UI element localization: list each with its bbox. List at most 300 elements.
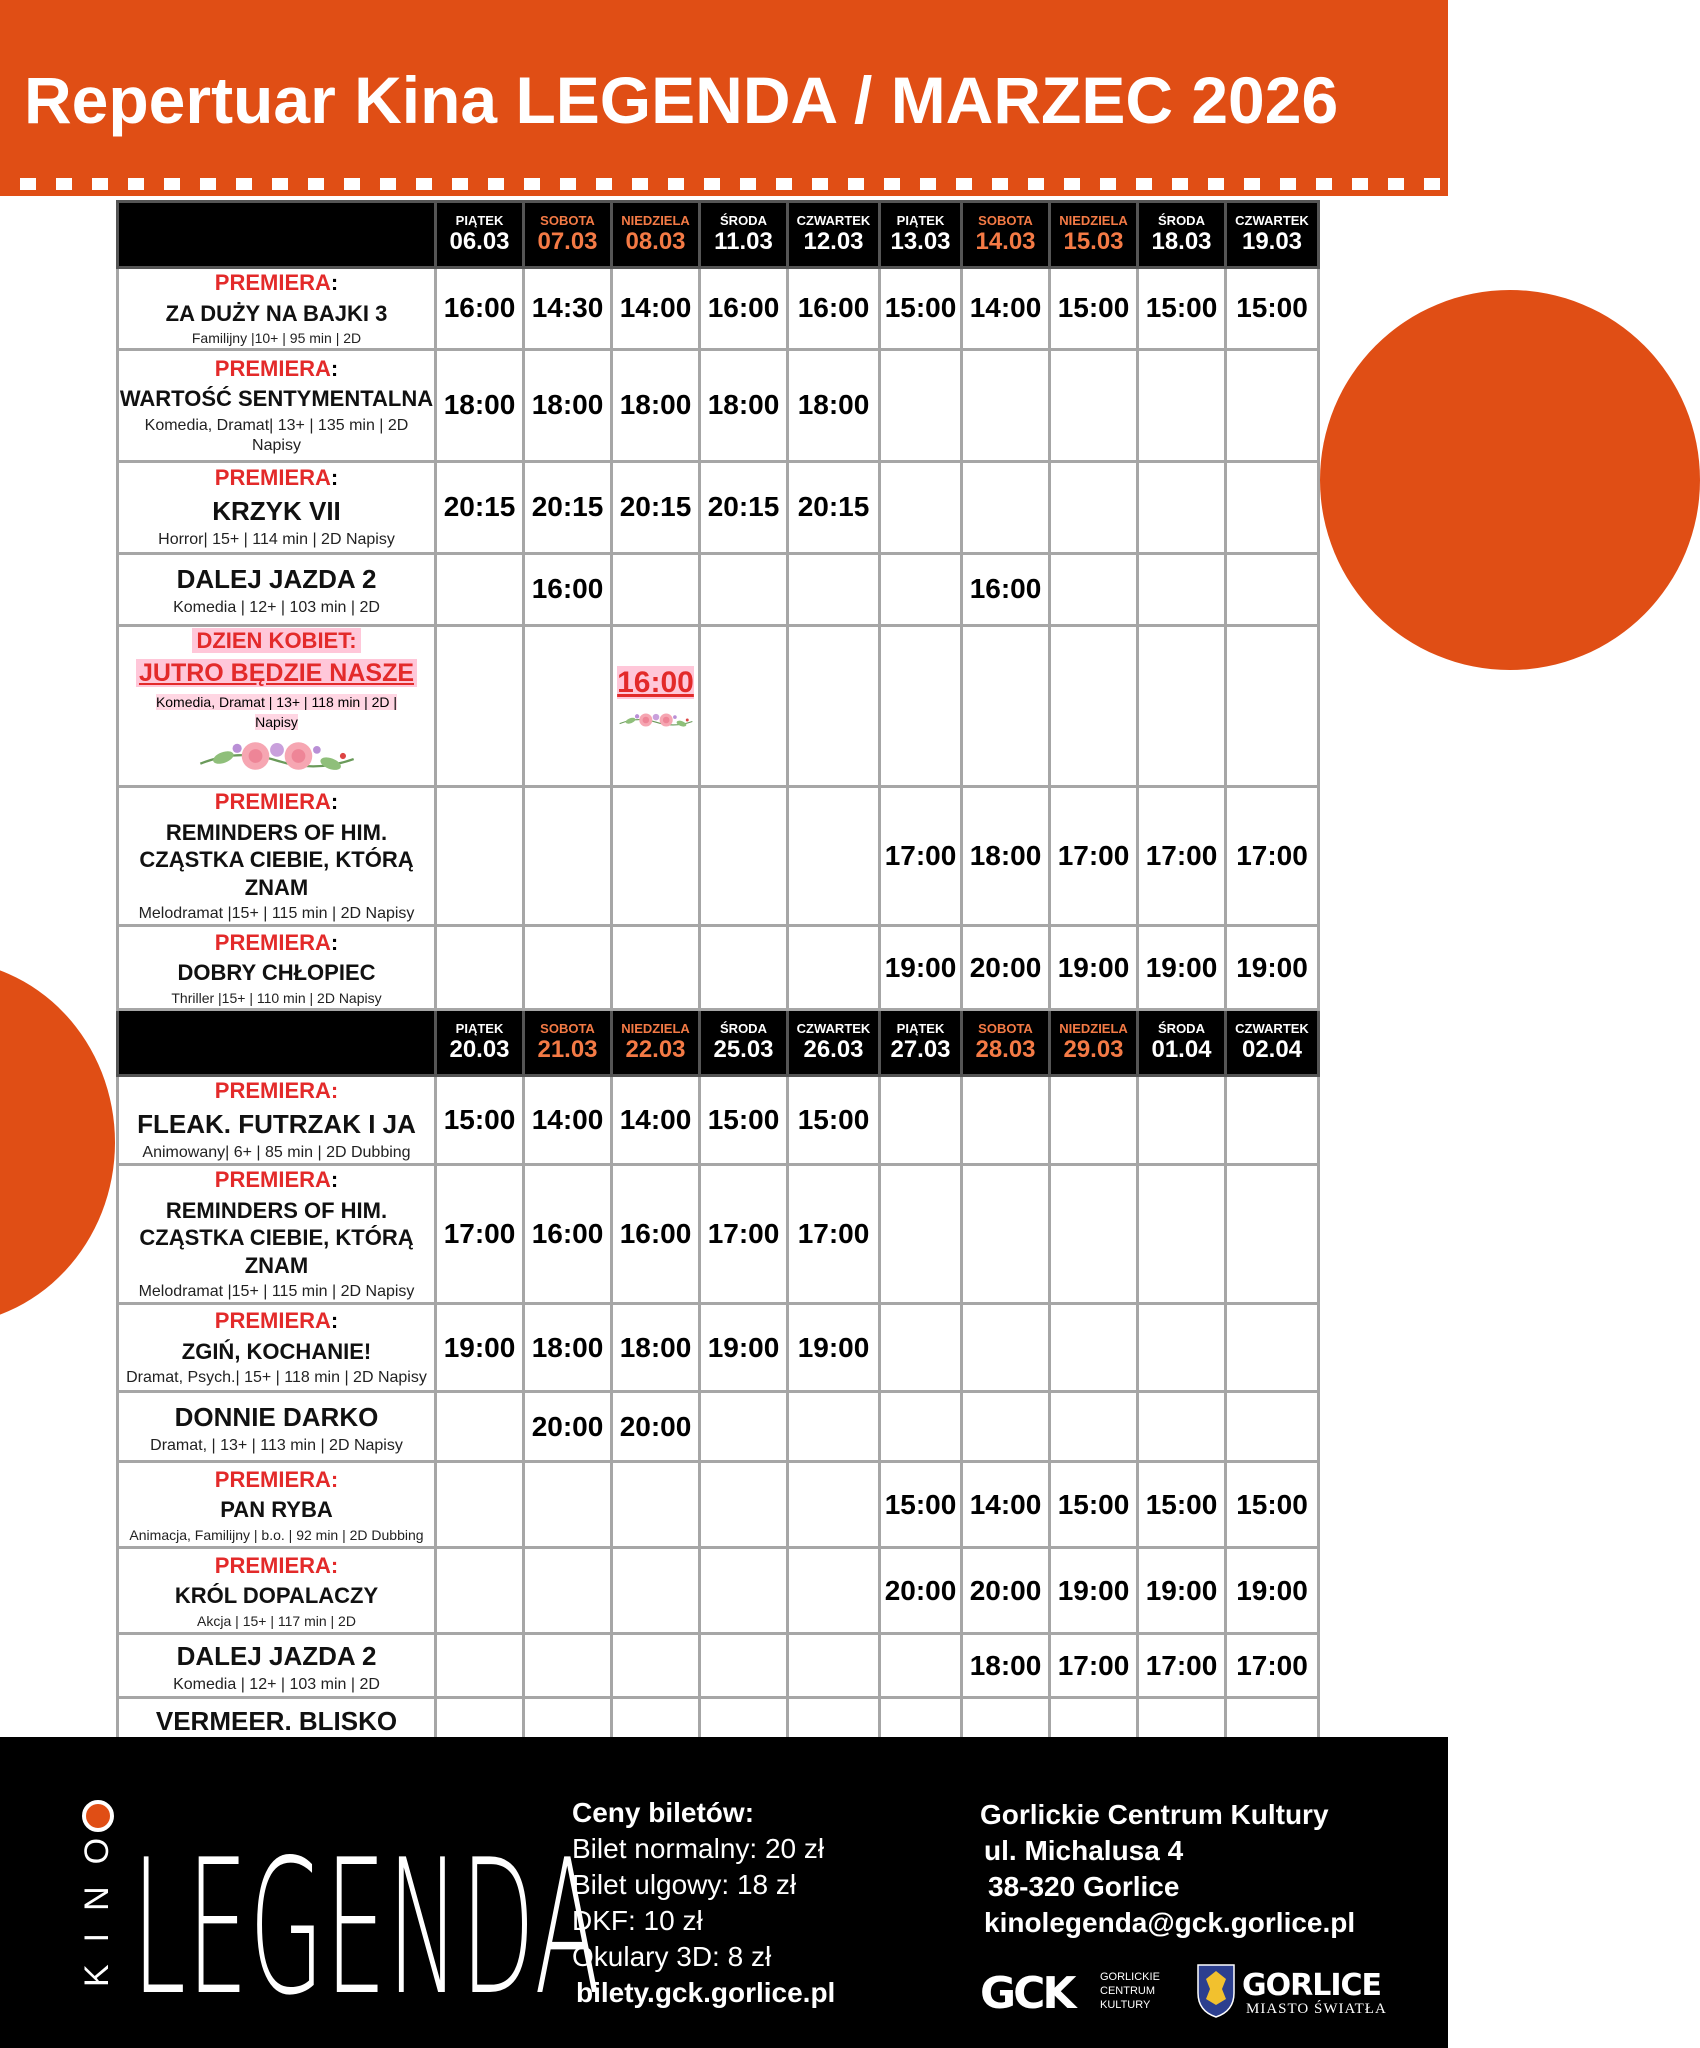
footer bbox=[0, 1737, 1448, 2048]
showtime-cell bbox=[524, 349, 612, 461]
showtime: 15:00 bbox=[443, 1104, 516, 1136]
showtime-cell bbox=[1226, 1165, 1319, 1304]
showtime-cell bbox=[1226, 1634, 1319, 1698]
day-name: ŚRODA bbox=[1158, 1021, 1205, 1037]
showtime-cell bbox=[788, 1165, 880, 1304]
showtime: 19:00 bbox=[1236, 1574, 1308, 1606]
prices-heading: Ceny biletów: bbox=[572, 1797, 755, 1828]
showtime: 14:00 bbox=[969, 1488, 1042, 1520]
premiere-label bbox=[119, 1077, 434, 1105]
day-header-cell bbox=[1138, 1010, 1226, 1076]
film-meta: Animacja, Familijny | b.o. | 92 min | 2D Dubbing bbox=[129, 1526, 424, 1543]
showtime-cell bbox=[524, 1076, 612, 1165]
showtime-cell bbox=[612, 1304, 700, 1392]
showtime: 20:00 bbox=[531, 1410, 604, 1442]
film-meta: Komedia, Dramat | 13+ | 118 min | 2D | Napisy bbox=[155, 694, 398, 731]
showtime-cell bbox=[880, 461, 962, 553]
film-meta: Komedia | 12+ | 103 min | 2D bbox=[173, 599, 380, 617]
showtime-cell bbox=[880, 787, 962, 926]
showtime-cell bbox=[962, 625, 1050, 787]
day-name: SOBOTA bbox=[978, 213, 1033, 228]
showtime-cell bbox=[436, 926, 524, 1010]
film-row bbox=[118, 553, 1319, 625]
tickets-website-link[interactable]: bilety.gck.gorlice.pl bbox=[576, 1977, 836, 2008]
showtime-cell bbox=[436, 349, 524, 461]
day-date: 25.03 bbox=[713, 1036, 774, 1064]
showtime-cell bbox=[880, 1548, 962, 1634]
showtime-cell bbox=[1138, 553, 1226, 625]
showtime-cell bbox=[1226, 1076, 1319, 1165]
day-name: ŚRODA bbox=[1158, 213, 1205, 228]
film-title: DALEJ JAZDA 2 bbox=[176, 1640, 377, 1671]
showtime: 17:00 bbox=[1236, 840, 1308, 872]
day-header-row bbox=[118, 202, 1319, 268]
day-name: NIEDZIELA bbox=[1059, 1021, 1128, 1037]
day-name: CZWARTEK bbox=[1235, 213, 1309, 228]
film-title: ZGIŃ, KOCHANIE! bbox=[181, 1338, 372, 1364]
showtime-cell bbox=[524, 1462, 612, 1548]
showtime-cell bbox=[788, 1634, 880, 1698]
film-info-cell bbox=[118, 268, 436, 350]
premiere-label bbox=[119, 355, 434, 383]
showtime-cell bbox=[1050, 1462, 1138, 1548]
showtime: 17:00 bbox=[1145, 1649, 1218, 1681]
showtime-cell bbox=[962, 1634, 1050, 1698]
showtime: 17:00 bbox=[884, 840, 957, 872]
showtime-cell bbox=[524, 1392, 612, 1462]
showtime-cell bbox=[788, 926, 880, 1010]
showtime-cell bbox=[524, 926, 612, 1010]
gck-logo-text: GCK bbox=[980, 1968, 1074, 2019]
premiere-label bbox=[119, 1466, 434, 1494]
film-info-cell bbox=[118, 349, 436, 461]
day-header-cell bbox=[880, 202, 962, 268]
showtime-cell bbox=[880, 553, 962, 625]
film-row bbox=[118, 461, 1319, 553]
showtime: 15:00 bbox=[1057, 292, 1130, 324]
film-info-cell bbox=[118, 1392, 436, 1462]
flower-bouquet-icon bbox=[616, 700, 696, 740]
showtime-cell bbox=[436, 461, 524, 553]
header-blank-cell bbox=[118, 1010, 436, 1076]
showtime-cell bbox=[1050, 1076, 1138, 1165]
showtime: 15:00 bbox=[1236, 292, 1308, 324]
logo-legenda-text: LEGENDA bbox=[132, 1818, 602, 2036]
day-date: 01.04 bbox=[1151, 1036, 1212, 1064]
showtime-cell bbox=[612, 1076, 700, 1165]
showtime-cell bbox=[1226, 1304, 1319, 1392]
premiere-colon: : bbox=[330, 1167, 339, 1193]
showtime-cell bbox=[1138, 1462, 1226, 1548]
showtime-cell bbox=[436, 1462, 524, 1548]
showtime: 19:00 bbox=[1145, 951, 1218, 983]
showtime: 20:00 bbox=[969, 951, 1042, 983]
showtime: 18:00 bbox=[619, 1331, 692, 1363]
showtime-cell bbox=[612, 1165, 700, 1304]
gck-logo bbox=[980, 1960, 1180, 2020]
showtime-cell bbox=[524, 1634, 612, 1698]
premiere-label bbox=[119, 269, 434, 297]
day-header-cell bbox=[612, 1010, 700, 1076]
showtime-cell bbox=[1050, 1304, 1138, 1392]
showtime: 18:00 bbox=[969, 840, 1042, 872]
day-name: ŚRODA bbox=[720, 213, 767, 228]
showtime-cell bbox=[880, 926, 962, 1010]
legenda-logo bbox=[70, 1792, 602, 2036]
flower-bouquet-icon bbox=[172, 733, 382, 779]
showtime-cell bbox=[1226, 461, 1319, 553]
showtime: 20:00 bbox=[969, 1574, 1042, 1606]
showtime-cell bbox=[1226, 349, 1319, 461]
film-title: KRÓL DOPALACZY bbox=[174, 1583, 379, 1608]
showtime-cell bbox=[436, 1634, 524, 1698]
showtime: 15:00 bbox=[884, 1488, 957, 1520]
day-date: 18.03 bbox=[1151, 228, 1212, 255]
price-dkf: DKF: 10 zł bbox=[572, 1905, 703, 1936]
showtime-cell bbox=[1138, 268, 1226, 350]
day-name: NIEDZIELA bbox=[1059, 213, 1128, 228]
gorlice-logo-subtitle: MIASTO ŚWIATŁA bbox=[1246, 2001, 1387, 2017]
showtime-cell bbox=[880, 1392, 962, 1462]
showtime-cell bbox=[700, 625, 788, 787]
day-header-cell bbox=[612, 202, 700, 268]
showtime-cell bbox=[788, 787, 880, 926]
showtime-cell bbox=[612, 1462, 700, 1548]
showtime-cell bbox=[1050, 1548, 1138, 1634]
showtime-cell bbox=[700, 268, 788, 350]
price-3d-glasses: Okulary 3D: 8 zł bbox=[572, 1941, 772, 1972]
showtime-cell bbox=[1138, 1634, 1226, 1698]
day-name: NIEDZIELA bbox=[621, 1021, 690, 1037]
film-title: ZA DUŻY NA BAJKI 3 bbox=[165, 300, 388, 326]
premiere-text: PREMIERA bbox=[214, 789, 331, 815]
showtime-cell bbox=[700, 1076, 788, 1165]
showtime-cell bbox=[524, 553, 612, 625]
film-strip-base bbox=[0, 190, 1448, 196]
showtime-cell bbox=[436, 1304, 524, 1392]
day-date: 19.03 bbox=[1241, 228, 1303, 255]
film-title: FLEAK. FUTRZAK I JA bbox=[137, 1108, 416, 1139]
showtime: 15:00 bbox=[1145, 292, 1218, 324]
film-info-cell bbox=[118, 553, 436, 625]
showtime: 18:00 bbox=[531, 1331, 604, 1363]
premiere-text: PREMIERA bbox=[214, 1167, 331, 1193]
showtime-cell bbox=[962, 1076, 1050, 1165]
showtime-cell bbox=[700, 1548, 788, 1634]
showtime-cell bbox=[1050, 461, 1138, 553]
gck-subtitle-3: KULTURY bbox=[1100, 1999, 1151, 2011]
showtime-cell bbox=[524, 461, 612, 553]
showtime-cell bbox=[436, 1165, 524, 1304]
showtime-cell bbox=[788, 625, 880, 787]
day-name: SOBOTA bbox=[540, 1021, 595, 1037]
showtime-cell bbox=[962, 787, 1050, 926]
film-title: REMINDERS OF HIM. CZĄSTKA CIEBIE, KTÓRĄ ZNAM bbox=[139, 819, 414, 900]
film-title: KRZYK VII bbox=[212, 495, 341, 526]
day-header-cell bbox=[1138, 202, 1226, 268]
film-row bbox=[118, 625, 1319, 787]
day-header-cell bbox=[880, 1010, 962, 1076]
showtime: 14:00 bbox=[619, 292, 692, 324]
day-header-cell bbox=[700, 202, 788, 268]
showtime: 15:00 bbox=[884, 292, 957, 324]
showtime: 20:15 bbox=[531, 491, 604, 522]
showtime-cell bbox=[436, 787, 524, 926]
gck-subtitle-2: CENTRUM bbox=[1100, 1985, 1155, 1997]
day-date: 20.03 bbox=[449, 1036, 510, 1064]
day-header-cell bbox=[436, 1010, 524, 1076]
showtime: 17:00 bbox=[1145, 840, 1218, 872]
showtime-cell bbox=[1138, 787, 1226, 926]
showtime: 15:00 bbox=[1057, 1488, 1130, 1520]
showtime-cell bbox=[700, 1165, 788, 1304]
contact-email-link[interactable]: kinolegenda@gck.gorlice.pl bbox=[984, 1907, 1356, 1938]
showtime-cell bbox=[612, 787, 700, 926]
showtime: 14:00 bbox=[969, 292, 1042, 324]
showtime-cell bbox=[962, 1392, 1050, 1462]
showtime-cell bbox=[612, 553, 700, 625]
showtime: 18:00 bbox=[619, 389, 692, 420]
showtime-cell bbox=[612, 926, 700, 1010]
showtime-cell bbox=[1138, 1076, 1226, 1165]
premiere-label bbox=[119, 929, 434, 957]
day-name: CZWARTEK bbox=[1235, 1021, 1309, 1037]
day-header-cell bbox=[436, 202, 524, 268]
showtime-cell bbox=[1138, 349, 1226, 461]
showtime: 20:00 bbox=[884, 1574, 957, 1606]
day-header-cell bbox=[1226, 1010, 1319, 1076]
day-name: PIĄTEK bbox=[896, 213, 945, 228]
showtime: 20:15 bbox=[797, 491, 870, 522]
film-row bbox=[118, 268, 1319, 350]
day-name: PIĄTEK bbox=[455, 1021, 504, 1037]
premiere-text: PREMIERA bbox=[214, 465, 331, 490]
day-date: 21.03 bbox=[537, 1036, 598, 1064]
day-date: 14.03 bbox=[975, 228, 1036, 255]
day-name: CZWARTEK bbox=[796, 213, 871, 228]
decorative-circle-right bbox=[1320, 290, 1700, 670]
showtime-cell bbox=[788, 1304, 880, 1392]
day-name: PIĄTEK bbox=[455, 213, 504, 228]
film-info-cell bbox=[118, 1462, 436, 1548]
showtime: 18:00 bbox=[443, 389, 516, 420]
showtime-cell bbox=[1050, 553, 1138, 625]
showtime-cell bbox=[700, 926, 788, 1010]
showtime-cell bbox=[962, 926, 1050, 1010]
day-date: 22.03 bbox=[625, 1036, 686, 1064]
day-name: SOBOTA bbox=[540, 213, 595, 228]
premiere-colon: : bbox=[330, 789, 339, 815]
showtime-cell bbox=[880, 1634, 962, 1698]
special-event-label: DZIEN KOBIET: bbox=[192, 628, 360, 653]
price-reduced: Bilet ulgowy: 18 zł bbox=[572, 1869, 797, 1900]
film-meta: Melodramat |15+ | 115 min | 2D Napisy bbox=[138, 905, 415, 923]
film-row bbox=[118, 1634, 1319, 1698]
film-meta: Dramat, Psych.| 15+ | 118 min | 2D Napisy bbox=[126, 1369, 427, 1387]
film-meta: Komedia | 12+ | 103 min | 2D bbox=[173, 1676, 380, 1693]
showtime: 19:00 bbox=[797, 1331, 870, 1363]
film-title: WARTOŚĆ SENTYMENTALNA bbox=[119, 386, 434, 411]
premiere-colon: : bbox=[330, 270, 339, 295]
day-date: 12.03 bbox=[803, 228, 864, 255]
label-line bbox=[119, 627, 434, 655]
showtime: 20:15 bbox=[619, 491, 692, 522]
film-row bbox=[118, 1076, 1319, 1165]
schedule-wrapper bbox=[116, 200, 1320, 1738]
premiere-text: PREMIERA: bbox=[214, 1078, 339, 1104]
showtime-cell bbox=[700, 1634, 788, 1698]
showtime: 16:00 bbox=[619, 1218, 692, 1250]
showtime: 16:00 bbox=[531, 573, 604, 604]
day-date: 27.03 bbox=[890, 1036, 951, 1064]
price-normal: Bilet normalny: 20 zł bbox=[572, 1833, 825, 1864]
showtime-cell bbox=[524, 268, 612, 350]
showtime-cell bbox=[788, 1548, 880, 1634]
day-header-cell bbox=[524, 1010, 612, 1076]
showtime: 19:00 bbox=[1236, 951, 1308, 983]
meta-line bbox=[119, 693, 434, 733]
showtime: 19:00 bbox=[707, 1331, 780, 1363]
showtime: 15:00 bbox=[797, 1104, 870, 1136]
showtime-cell bbox=[962, 1548, 1050, 1634]
showtime-cell bbox=[612, 349, 700, 461]
film-row bbox=[118, 787, 1319, 926]
premiere-text: PREMIERA bbox=[214, 270, 331, 295]
showtime-cell bbox=[880, 1462, 962, 1548]
film-info-cell bbox=[118, 1304, 436, 1392]
day-date: 08.03 bbox=[625, 228, 686, 255]
day-name: SOBOTA bbox=[978, 1021, 1033, 1037]
showtime-cell bbox=[880, 625, 962, 787]
showtime-cell bbox=[436, 625, 524, 787]
showtime: 14:00 bbox=[619, 1104, 692, 1136]
premiere-label bbox=[119, 1166, 434, 1194]
day-name: ŚRODA bbox=[720, 1021, 767, 1037]
showtime-cell bbox=[1138, 926, 1226, 1010]
film-meta: Animowany| 6+ | 85 min | 2D Dubbing bbox=[142, 1144, 411, 1162]
film-row bbox=[118, 349, 1319, 461]
showtime-cell bbox=[700, 349, 788, 461]
logo-kino-text: KINO bbox=[78, 1815, 116, 1987]
showtime: 17:00 bbox=[797, 1218, 870, 1250]
day-date: 02.04 bbox=[1241, 1036, 1303, 1064]
showtime-cell bbox=[524, 787, 612, 926]
showtime-cell bbox=[962, 349, 1050, 461]
premiere-colon: : bbox=[330, 1308, 339, 1334]
showtime: 17:00 bbox=[1057, 840, 1130, 872]
showtime-cell bbox=[436, 268, 524, 350]
showtime-cell bbox=[880, 349, 962, 461]
film-title: JUTRO BĘDZIE NASZE bbox=[136, 659, 417, 687]
showtime: 19:00 bbox=[1057, 1574, 1130, 1606]
film-row bbox=[118, 1462, 1319, 1548]
film-meta: Komedia, Dramat| 13+ | 135 min | 2D Napisy bbox=[144, 416, 409, 454]
showtime: 18:00 bbox=[797, 389, 870, 420]
showtime-cell bbox=[612, 1392, 700, 1462]
showtime-cell bbox=[612, 625, 700, 787]
showtime-cell bbox=[1050, 625, 1138, 787]
showtime-cell bbox=[1050, 787, 1138, 926]
showtime: 16:00 bbox=[531, 1218, 604, 1250]
showtime-cell bbox=[1138, 461, 1226, 553]
day-date: 26.03 bbox=[803, 1036, 864, 1064]
day-header-cell bbox=[788, 1010, 880, 1076]
film-meta: Horror| 15+ | 114 min | 2D Napisy bbox=[158, 531, 395, 548]
showtime-cell bbox=[962, 1165, 1050, 1304]
showtime: 15:00 bbox=[1145, 1488, 1218, 1520]
page-title: Repertuar Kina LEGENDA / MARZEC 2026 bbox=[24, 63, 1339, 137]
premiere-label bbox=[119, 788, 434, 816]
showtime-cell bbox=[436, 1392, 524, 1462]
showtime-cell bbox=[880, 1076, 962, 1165]
showtime-cell bbox=[1050, 1634, 1138, 1698]
showtime: 16:00 bbox=[969, 573, 1042, 604]
showtime-cell bbox=[788, 1392, 880, 1462]
decorative-circle-left bbox=[0, 960, 115, 1325]
film-row bbox=[118, 926, 1319, 1010]
showtime: 17:00 bbox=[443, 1218, 516, 1250]
showtime-cell bbox=[612, 1548, 700, 1634]
day-header-cell bbox=[524, 202, 612, 268]
film-info-cell bbox=[118, 625, 436, 787]
day-header-cell bbox=[700, 1010, 788, 1076]
showtime-cell bbox=[788, 349, 880, 461]
gorlice-crest-icon bbox=[1198, 1965, 1234, 2017]
showtime-cell bbox=[700, 1304, 788, 1392]
showtime-cell bbox=[436, 1076, 524, 1165]
film-row bbox=[118, 1548, 1319, 1634]
showtime-cell bbox=[524, 625, 612, 787]
showtime: 18:00 bbox=[531, 389, 604, 420]
showtime-cell bbox=[612, 268, 700, 350]
institution-name: Gorlickie Centrum Kultury bbox=[980, 1799, 1329, 1830]
film-meta: Melodramat |15+ | 115 min | 2D Napisy bbox=[138, 1283, 415, 1301]
premiere-text: PREMIERA bbox=[214, 355, 331, 381]
showtime-cell bbox=[1226, 1548, 1319, 1634]
premiere-colon: : bbox=[330, 465, 339, 490]
day-header-row bbox=[118, 1010, 1319, 1076]
showtime-cell bbox=[788, 461, 880, 553]
street-address: ul. Michalusa 4 bbox=[984, 1835, 1184, 1866]
showtime-cell bbox=[524, 1548, 612, 1634]
showtime-cell bbox=[700, 1462, 788, 1548]
showtime-cell bbox=[1138, 625, 1226, 787]
showtime-cell bbox=[788, 553, 880, 625]
premiere-label bbox=[119, 1307, 434, 1335]
film-row bbox=[118, 1392, 1319, 1462]
film-info-cell bbox=[118, 926, 436, 1010]
day-name: NIEDZIELA bbox=[621, 213, 690, 228]
day-date: 13.03 bbox=[890, 228, 951, 255]
showtime: 16:00 bbox=[707, 292, 780, 324]
showtime-cell bbox=[1226, 1392, 1319, 1462]
showtime: 17:00 bbox=[707, 1218, 780, 1250]
film-info-cell bbox=[118, 1076, 436, 1165]
film-meta: Thriller |15+ | 110 min | 2D Napisy bbox=[171, 989, 382, 1006]
showtime: 20:15 bbox=[443, 491, 516, 522]
day-date: 06.03 bbox=[449, 228, 510, 255]
day-header-cell bbox=[962, 202, 1050, 268]
showtime-cell bbox=[962, 1462, 1050, 1548]
day-name: CZWARTEK bbox=[796, 1021, 871, 1037]
film-info-cell bbox=[118, 1548, 436, 1634]
showtime: 14:30 bbox=[531, 292, 604, 324]
showtime-cell bbox=[700, 1392, 788, 1462]
showtime-cell bbox=[1050, 349, 1138, 461]
day-name: PIĄTEK bbox=[896, 1021, 945, 1037]
premiere-text: PREMIERA bbox=[214, 929, 331, 955]
showtime-cell bbox=[436, 553, 524, 625]
